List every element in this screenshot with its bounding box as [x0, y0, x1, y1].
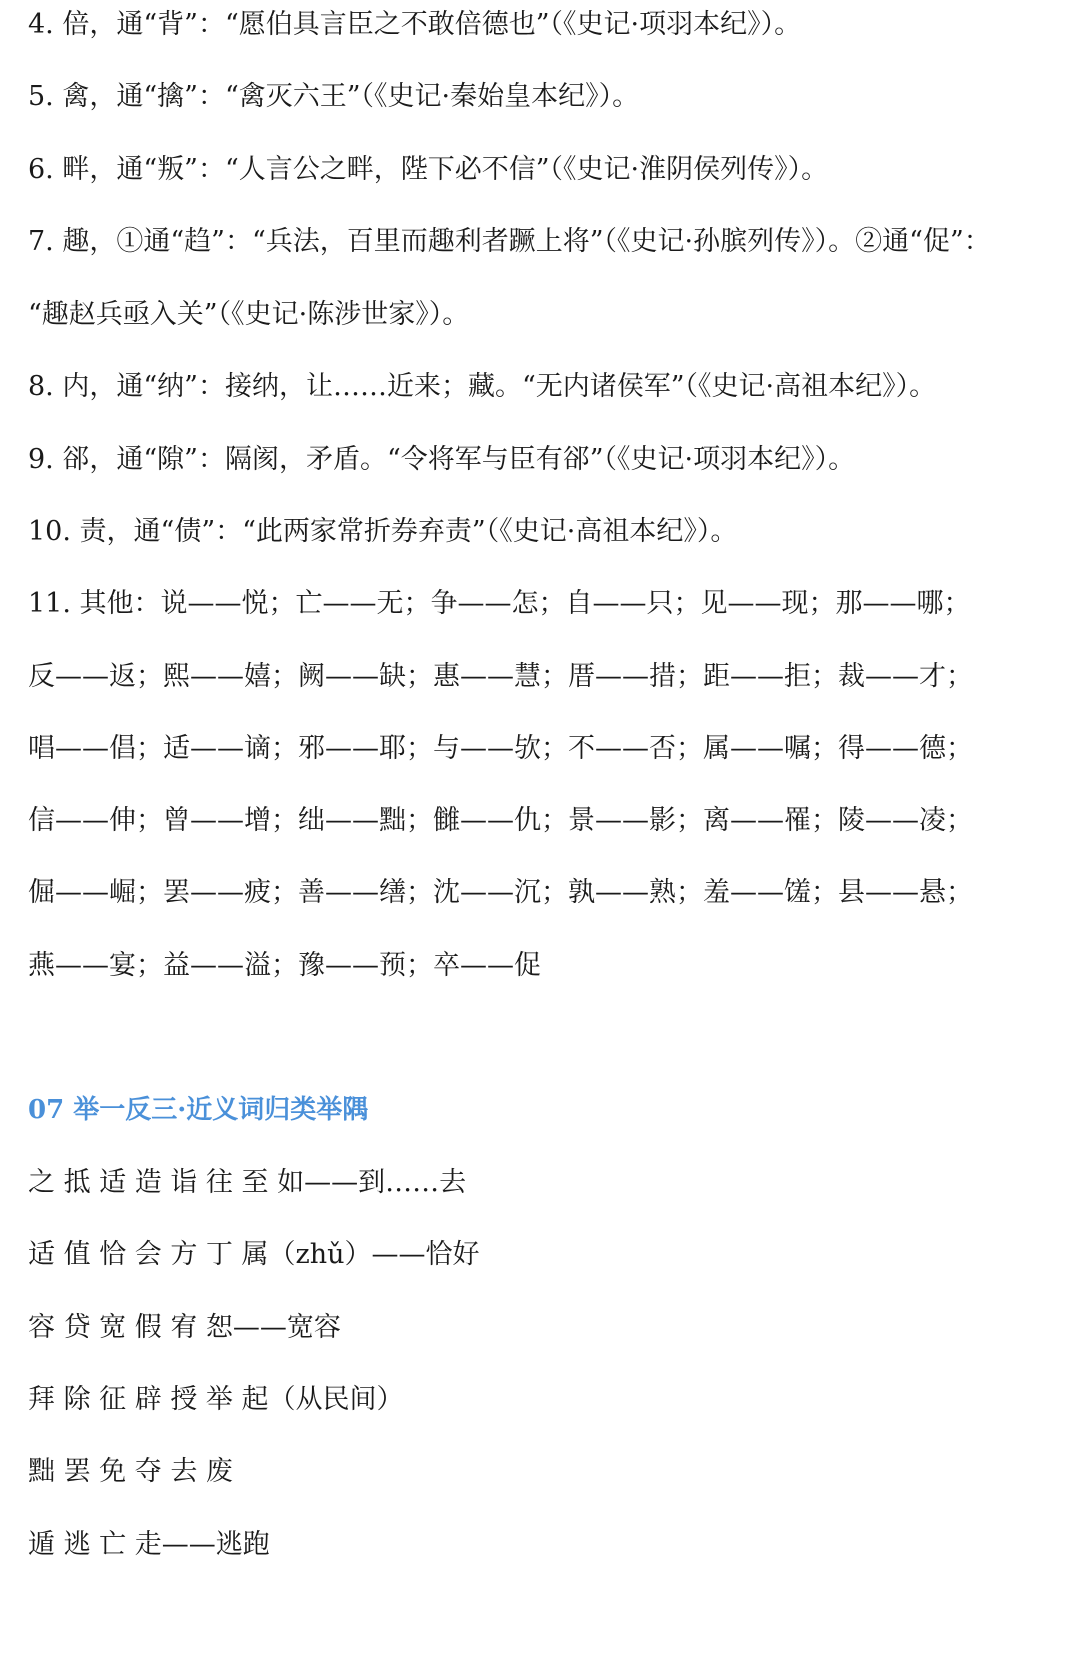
- tongjia-item-11: 11. 其他：说——悦；亡——无；争——怎；自——只；见——现；那——哪；: [28, 588, 971, 619]
- tongjia-item-11-continued: 唱——倡；适——谪；邪——耶；与——欤；不——否；属——嘱；得——德；: [28, 733, 973, 764]
- tongjia-item-9: 9. 郤，通“隙”：隔阂，矛盾。“令将军与臣有郤”（《史记·项羽本纪》）。: [28, 444, 856, 475]
- tongjia-item-11-continued: 反——返；熙——嬉；阙——缺；惠——慧；厝——措；距——拒；裁——才；: [28, 661, 973, 692]
- synonym-group: 黜 罢 免 夺 去 废: [28, 1456, 233, 1487]
- tongjia-item-5: 5. 禽，通“擒”：“禽灭六王”（《史记·秦始皇本纪》）。: [28, 81, 640, 112]
- synonym-group: 容 贷 宽 假 宥 恕——宽容: [28, 1312, 341, 1343]
- tongjia-item-11-continued: 燕——宴；益——溢；豫——预；卒——促: [28, 950, 541, 981]
- section-heading: [28, 1090, 368, 1130]
- synonym-group: 适 值 恰 会 方 丁 属（zhǔ）——恰好: [28, 1239, 480, 1270]
- tongjia-item-11-continued: 信——伸；曾——增；绌——黜；雠——仇；景——影；离——罹；陵——凌；: [28, 805, 973, 836]
- synonym-group: 拜 除 征 辟 授 举 起（从民间）: [28, 1384, 404, 1415]
- section-title: 举一反三·近义词归类举隅: [73, 1095, 369, 1125]
- tongjia-item-7-continued: “趣赵兵亟入关”（《史记·陈涉世家》）。: [28, 299, 470, 330]
- synonym-group: 之 抵 适 造 诣 往 至 如——到……去: [28, 1167, 467, 1198]
- tongjia-item-11-continued: 倔——崛；罢——疲；善——缮；沈——沉；孰——熟；羞——馐；县——悬；: [28, 877, 973, 908]
- tongjia-item-7: 7. 趣，①通“趋”：“兵法，百里而趣利者蹶上将”（《史记·孙膑列传》）。②通“促”：: [28, 226, 991, 257]
- tongjia-item-10: 10. 责，通“债”：“此两家常折券弃责”（《史记·高祖本纪》）。: [28, 516, 738, 547]
- tongjia-item-8: 8. 内，通“纳”：接纳，让……近来；藏。“无内诸侯军”（《史记·高祖本纪》）。: [28, 371, 937, 402]
- tongjia-item-6: 6. 畔，通“叛”：“人言公之畔，陛下必不信”（《史记·淮阴侯列传》）。: [28, 154, 829, 185]
- tongjia-item-4: 4. 倍，通“背”：“愿伯具言臣之不敢倍德也”（《史记·项羽本纪》）。: [28, 9, 802, 40]
- section-number: 07: [28, 1095, 65, 1125]
- synonym-group: 遁 逃 亡 走——逃跑: [28, 1529, 270, 1560]
